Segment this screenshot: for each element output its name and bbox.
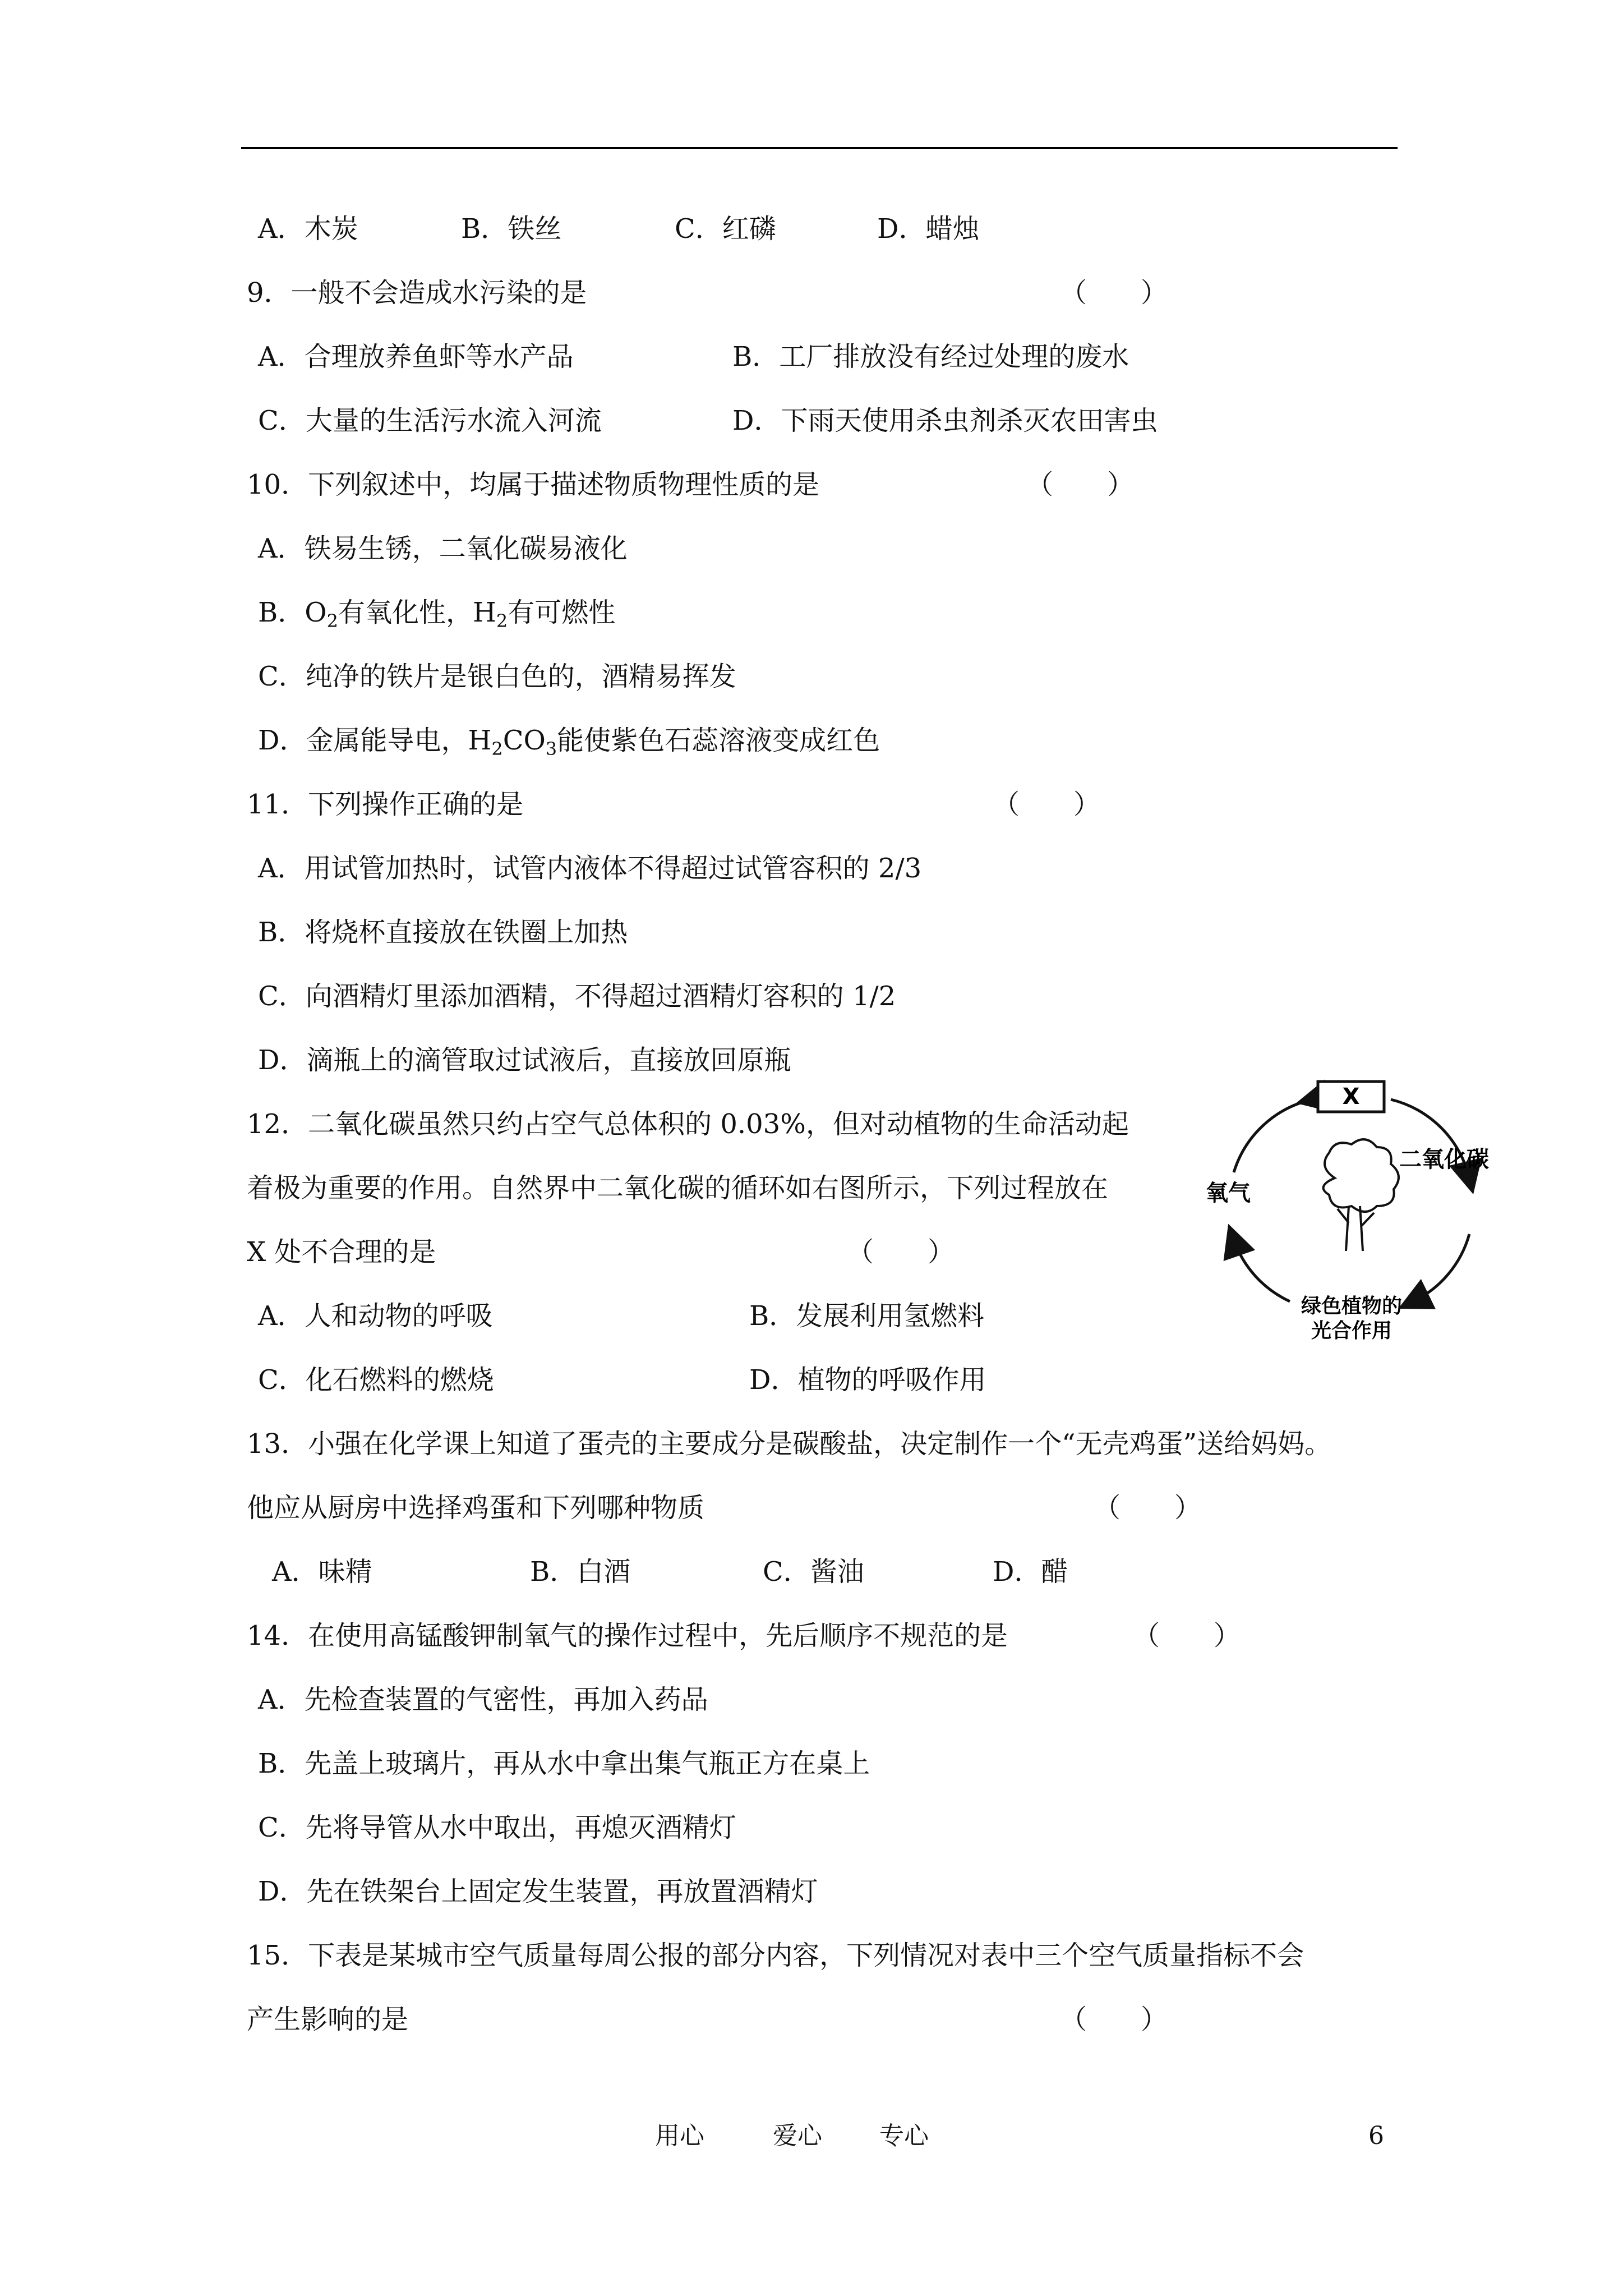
q13-stem-line2: 他应从厨房中选择鸡蛋和下列哪种物质 [247,1492,705,1524]
q14-stem: 14．在使用高锰酸钾制氧气的操作过程中，先后顺序不规范的是 [247,1620,1008,1651]
diagram-caption-line1: 绿色植物的 [1301,1295,1403,1318]
page-number: 6 [1368,2122,1384,2150]
q9-answer-paren: （ ） [1060,277,1168,309]
q12-option-d: D．植物的呼吸作用 [749,1364,986,1396]
q11-option-c: C．向酒精灯里添加酒精，不得超过酒精灯容积的 1/2 [258,981,896,1012]
co2-cycle-diagram [1206,1066,1497,1358]
q8-option-a: A．木炭 [258,213,358,245]
q9-option-c: C．大量的生活污水流入河流 [258,405,602,436]
arrow-oxygen-to-x [1234,1099,1312,1172]
q12-option-b: B．发展利用氢燃料 [749,1300,985,1332]
q11-answer-paren: （ ） [993,789,1101,820]
q10-answer-paren: （ ） [1026,469,1135,500]
q12-option-c: C．化石燃料的燃烧 [258,1364,494,1396]
q14-option-b: B．先盖上玻璃片，再从水中拿出集气瓶正方在桌上 [258,1748,870,1779]
q8-option-d: D．蜡烛 [877,213,980,245]
q8-option-b: B．铁丝 [461,213,562,245]
q10-option-a: A．铁易生锈，二氧化碳易液化 [258,533,628,564]
q15-stem-line2: 产生影响的是 [247,2004,409,2035]
q12-answer-paren: （ ） [847,1236,955,1268]
q9-stem: 9．一般不会造成水污染的是 [247,277,587,309]
q9-option-a: A．合理放养鱼虾等水产品 [258,341,574,372]
q11-stem: 11．下列操作正确的是 [247,789,524,820]
q9-option-b: B．工厂排放没有经过处理的废水 [732,341,1129,372]
q13-answer-paren: （ ） [1094,1492,1202,1524]
q14-answer-paren: （ ） [1133,1620,1241,1651]
header-rule [241,147,1398,149]
arrow-co2-to-plant [1413,1234,1469,1301]
q14-option-d: D．先在铁架台上固定发生装置，再放置酒精灯 [258,1876,818,1907]
q11-option-b: B．将烧杯直接放在铁圈上加热 [258,917,628,948]
tree-icon [1324,1139,1399,1251]
q12-option-a: A．人和动物的呼吸 [258,1300,493,1332]
q12-stem-line2: 着极为重要的作用。自然界中二氧化碳的循环如右图所示，下列过程放在 [247,1172,1109,1204]
arrow-plant-to-oxygen [1234,1240,1290,1301]
q14-option-c: C．先将导管从水中取出，再熄灭酒精灯 [258,1812,736,1843]
q15-stem-line1: 15．下表是某城市空气质量每周公报的部分内容，下列情况对表中三个空气质量指标不会 [247,1940,1304,1971]
co2-label: 二氧化碳 [1399,1147,1489,1172]
q13-option-c: C．酱油 [763,1556,864,1588]
q13-stem-line1: 13．小强在化学课上知道了蛋壳的主要成分是碳酸盐，决定制作一个“无壳鸡蛋”送给妈妈。 [247,1428,1332,1460]
q11-option-a: A．用试管加热时，试管内液体不得超过试管容积的 2/3 [258,853,922,884]
footer-item-zhuanxin: 专心 [879,2122,929,2150]
q14-option-a: A．先检查装置的气密性，再加入药品 [258,1684,708,1715]
q12-stem-line1: 12．二氧化碳虽然只约占空气总体积的 0.03%，但对动植物的生命活动起 [247,1108,1129,1140]
q13-option-a: A．味精 [272,1556,372,1588]
footer-item-aixin: 爱心 [773,2122,822,2150]
q13-option-b: B．白酒 [530,1556,631,1588]
q15-answer-paren: （ ） [1060,2004,1168,2035]
q10-option-d: D．金属能导电，$H_2CO_3$能使紫色石蕊溶液变成红色 [258,725,880,760]
q9-option-d: D．下雨天使用杀虫剂杀灭农田害虫 [732,405,1158,436]
q8-option-c: C．红磷 [675,213,776,245]
q13-option-d: D．醋 [993,1556,1068,1588]
q10-option-c: C．纯净的铁片是银白色的，酒精易挥发 [258,661,736,692]
q10-option-b: B．$O_2$有氧化性，$H_2$有可燃性 [258,597,616,632]
diagram-caption-line2: 光合作用 [1311,1319,1393,1342]
footer-item-yongxin: 用心 [655,2122,704,2150]
q10-stem: 10．下列叙述中，均属于描述物质物理性质的是 [247,469,820,500]
q11-option-d: D．滴瓶上的滴管取过试液后，直接放回原瓶 [258,1045,791,1076]
oxygen-label: 氧气 [1206,1180,1251,1206]
x-box-label: X [1342,1084,1360,1110]
q12-stem-line3: X 处不合理的是 [247,1236,436,1268]
